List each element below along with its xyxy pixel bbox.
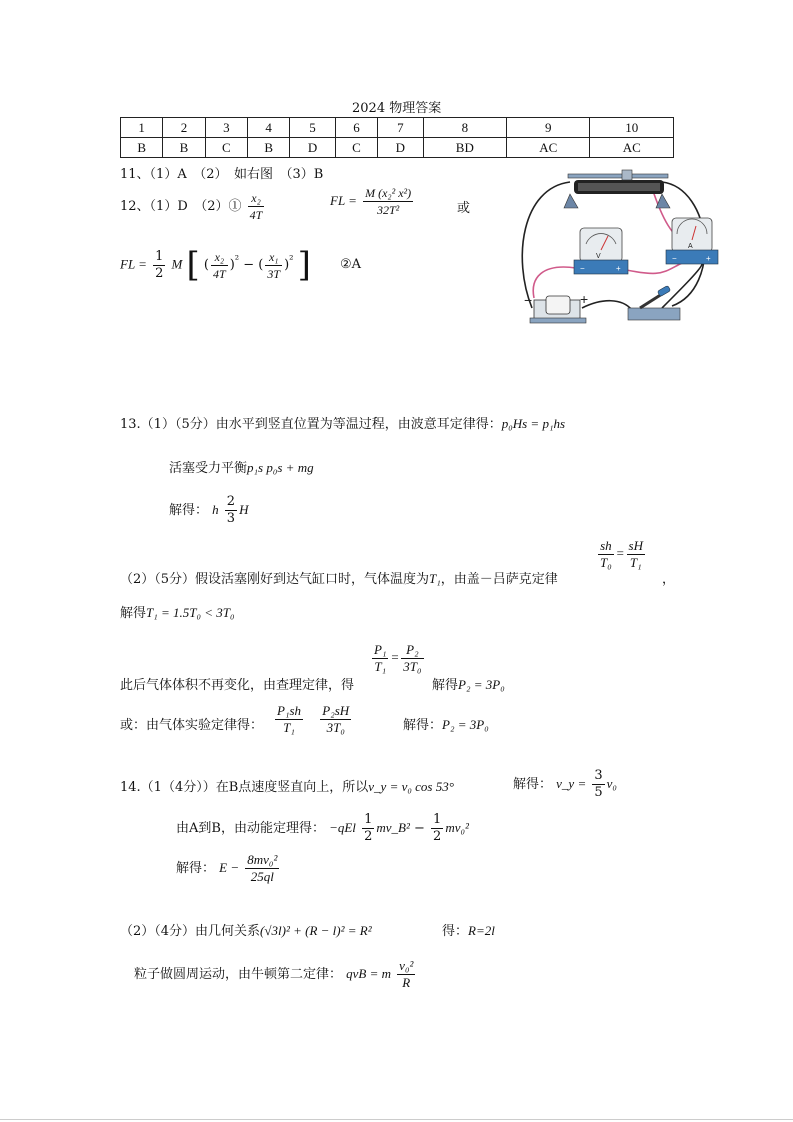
bracket-right: ] (297, 245, 311, 285)
q12-part2: ②A (340, 257, 362, 272)
table-row-answers (121, 138, 674, 158)
eq-frac (401, 642, 423, 675)
frac-den: T₁ (374, 659, 387, 674)
paren: ) (284, 257, 290, 273)
q14-eq-lhs: −qEl (329, 820, 356, 835)
frac-den: 3 (226, 511, 236, 526)
table-cell: C (335, 138, 377, 158)
eq-lhs: FL = (120, 256, 147, 272)
rheostat (564, 170, 670, 208)
minus-sign: − (413, 821, 425, 836)
q13-line7-result (403, 714, 489, 733)
paren: ( (203, 257, 209, 273)
q13-gaylussac-eq (596, 538, 647, 571)
answer-table (120, 117, 674, 158)
q14-text: （2）（4分）由几何关系 (120, 924, 261, 939)
frac-den: 4T (249, 208, 263, 222)
q13-line6 (120, 674, 354, 693)
frac-den: 25ql (250, 869, 274, 884)
q14-frac (245, 852, 279, 885)
wire-pink (533, 267, 576, 298)
q14-line1-result (513, 768, 617, 801)
page-title: 2024 物理答案 (352, 101, 442, 116)
q13-text: 解得： (403, 718, 443, 733)
ammeter (666, 218, 718, 264)
q12-frac1 (248, 190, 265, 223)
frac-den: R (402, 975, 411, 990)
frac-den: T₀ (600, 555, 612, 570)
q14-frac (592, 768, 604, 801)
frac-den: 2 (364, 829, 373, 844)
eq-frac-a (211, 249, 228, 282)
q13-text: 此后气体体积不再变化，由查理定律，得 (120, 678, 355, 693)
frac-num: sH (628, 538, 643, 553)
frac-den: 2 (433, 829, 442, 844)
eq-frac (372, 642, 388, 675)
frac-den: T₁ (629, 555, 642, 570)
table-cell: 9 (507, 118, 590, 138)
q14-text: 得： (442, 924, 469, 939)
table-cell: 5 (290, 118, 335, 138)
frac-den: 4T (213, 266, 226, 281)
q14-text: 解得： (176, 861, 216, 876)
mass-symbol: M (171, 256, 183, 272)
voltmeter-plus: + (616, 264, 621, 273)
q14-eq-lhs: E − (219, 860, 240, 875)
frac-den: T₁ (283, 720, 295, 735)
q13-text: ，由盖－吕萨克定律 (440, 572, 558, 587)
q14-text: 由A到B，由动能定理得： (176, 821, 325, 836)
q13-eq: p₁s p₀s + mg (247, 460, 314, 475)
voltmeter-label: V (596, 253, 601, 260)
q13-gas-law-eq (273, 703, 353, 736)
q13-comma: ， (662, 572, 676, 587)
table-cell: 8 (423, 118, 506, 138)
frac-num: x₂ (211, 249, 228, 266)
wire-black (522, 182, 570, 308)
q14-eq-lhs: qvB = m (346, 966, 392, 981)
q12-eq2 (120, 245, 311, 285)
q14-eq-lhs: v_y = (556, 776, 587, 791)
q13-line5 (120, 602, 235, 621)
q13-text: （2）（5分）假设活塞刚好到达气缸口时，气体温度为 (120, 572, 430, 587)
q13-line7 (120, 714, 263, 733)
table-cell: 6 (335, 118, 377, 138)
eq-frac (627, 538, 645, 571)
page-bottom-rule (0, 1119, 793, 1120)
q13-eq: P₂ = 3P₀ (458, 677, 505, 692)
table-cell: D (290, 138, 335, 158)
eq-lhs: FL = (330, 193, 357, 208)
q13-eq-rhs: H (239, 502, 249, 517)
q13-text: 解得 (120, 606, 147, 621)
table-cell: 3 (205, 118, 247, 138)
table-cell: 2 (163, 118, 205, 138)
q14-line3 (176, 852, 281, 885)
table-row-numbers (121, 118, 674, 138)
table-cell: BD (423, 138, 506, 158)
table-cell: 4 (247, 118, 289, 138)
q13-frac (225, 494, 237, 527)
frac-num: M (x₂² x²) (365, 186, 412, 200)
q12-answer (120, 190, 266, 223)
q13-line2 (169, 457, 314, 476)
q12-eq1 (330, 185, 415, 218)
q13-eq-lhs: h (212, 502, 219, 517)
frac-den: 32T² (376, 203, 400, 217)
q14-eq-rhs: v₀ (606, 776, 617, 791)
table-cell: B (247, 138, 289, 158)
frac-num: sh (598, 538, 614, 555)
frac-num: x₁ (265, 249, 282, 266)
frac-den: 2 (155, 265, 164, 281)
ammeter-plus: + (706, 254, 711, 263)
circuit-diagram (512, 168, 722, 328)
q14-term: mv_B² (376, 820, 410, 835)
eq-frac (363, 185, 413, 218)
wire-black (582, 301, 632, 310)
table-cell: 1 (121, 118, 163, 138)
q14-text: 解得： (513, 777, 553, 792)
ammeter-minus: − (672, 254, 677, 263)
q13-eq: T₁ = 1.5T₀ < 3T₀ (146, 605, 235, 620)
q14-line1 (120, 776, 454, 795)
frac-num: 1 (155, 248, 164, 264)
table-cell: 10 (590, 118, 674, 138)
q13-text: 解得 (432, 678, 459, 693)
frac-num: P₁sh (277, 703, 302, 718)
equals-sign: = (615, 545, 625, 561)
switch (628, 285, 680, 320)
equals-sign: = (390, 649, 400, 665)
square: ² (289, 253, 294, 267)
frac-den: 3T (267, 266, 281, 281)
square: ² (234, 253, 240, 267)
ammeter-label: A (688, 243, 693, 250)
frac-num: 8mv₀² (247, 852, 278, 867)
battery-plus: + (580, 291, 589, 307)
frac-den: 5 (594, 785, 603, 800)
minus-sign: − (243, 257, 255, 273)
frac-num: 2 (226, 494, 236, 509)
q14-line4-result (442, 920, 495, 939)
bracket-left: [ (186, 245, 200, 285)
table-cell: B (163, 138, 205, 158)
q14-text: 粒子做圆周运动，由牛顿第二定律： (134, 967, 343, 982)
q12-label: 12、（1）D （2）① (120, 199, 242, 214)
q14-line2 (176, 812, 469, 845)
frac-num: x₂ (248, 190, 265, 207)
table-cell: AC (590, 138, 674, 158)
q13-charles-eq (370, 642, 426, 675)
battery-minus: − (524, 292, 533, 308)
q14-eq: v_y = v₀ cos 53° (368, 779, 454, 794)
q13-text: 13.（1）（5分）由水平到竖直位置为等温过程，由波意耳定律得： (120, 417, 502, 432)
q14-eq: (√3l)² + (R − l)² = R² (260, 923, 372, 938)
frac-num: 1 (364, 812, 373, 827)
q14-text: 14.（1（4分））在B点速度竖直向上，所以 (120, 780, 369, 795)
frac-num: v₀² (399, 958, 414, 973)
q13-line4 (120, 568, 558, 587)
q14-frac (397, 958, 415, 991)
paren: ) (229, 257, 235, 273)
table-cell: AC (507, 138, 590, 158)
eq-frac (598, 538, 614, 571)
frac-num: P₂ (401, 642, 423, 659)
eq-frac-b (265, 249, 282, 282)
eq-coef (153, 249, 165, 282)
frac-num: P₂sH (322, 703, 350, 718)
frac-num: 1 (433, 812, 442, 827)
q13-var: T₁ (429, 571, 441, 586)
q11-answer: 11、（1）A （2） 如右图 （3）B (120, 167, 324, 182)
voltmeter (574, 228, 628, 274)
eq-frac (320, 703, 351, 736)
q13-text: 或：由气体实验定律得： (120, 718, 264, 733)
q13-text: 解得： (169, 503, 209, 518)
q14-eq: R=2l (468, 923, 495, 938)
frac-den: 3T₀ (326, 720, 345, 735)
table-cell: D (378, 138, 423, 158)
q14-frac (362, 812, 374, 845)
table-cell: B (121, 138, 163, 158)
paren: ( (258, 257, 264, 273)
q14-line5 (134, 958, 417, 991)
q14-term: mv₀² (445, 820, 469, 835)
table-cell: C (205, 138, 247, 158)
table-cell: 7 (378, 118, 423, 138)
q13-text: 活塞受力平衡 (169, 461, 248, 476)
q13-line3 (169, 494, 248, 527)
q12-or: 或 (457, 201, 471, 216)
eq-frac (275, 703, 303, 736)
frac-den: 3T₀ (403, 659, 422, 674)
frac-num: P₁ (374, 642, 387, 657)
q13-line1 (120, 413, 565, 432)
frac-num: 3 (594, 768, 603, 783)
q14-frac (431, 812, 443, 845)
q14-line4 (120, 920, 372, 939)
q13-line6-result (432, 674, 505, 693)
q13-eq: p₀Hs = p₁hs (501, 416, 566, 431)
q13-eq: P₂ = 3P₀ (442, 717, 489, 732)
voltmeter-minus: − (580, 264, 585, 273)
